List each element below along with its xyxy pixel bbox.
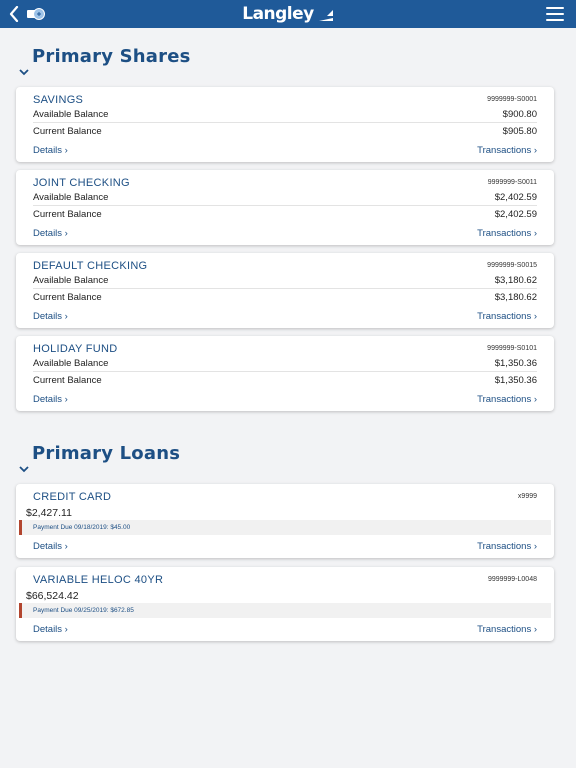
logo bbox=[242, 4, 334, 24]
logo-mark-icon bbox=[318, 6, 334, 22]
payment-due-notice: Payment Due 09/18/2019: $45.00 bbox=[19, 520, 551, 535]
current-balance-row bbox=[33, 372, 537, 389]
share-card-savings bbox=[16, 87, 554, 162]
chevron-left-icon bbox=[9, 6, 19, 22]
details-link[interactable]: Details › bbox=[33, 394, 68, 405]
available-balance-value: $900.80 bbox=[502, 108, 537, 120]
account-name[interactable]: HOLIDAY FUND bbox=[33, 343, 118, 355]
details-link[interactable]: Details › bbox=[33, 145, 68, 156]
share-card-joint-checking bbox=[16, 170, 554, 245]
current-balance-row bbox=[33, 123, 537, 140]
account-name[interactable]: VARIABLE HELOC 40YR bbox=[33, 574, 164, 586]
current-balance-row bbox=[33, 206, 537, 223]
collapse-shares-chevron-down-icon[interactable] bbox=[19, 68, 29, 76]
details-link[interactable]: Details › bbox=[33, 228, 68, 239]
loan-card-credit-card bbox=[16, 484, 554, 558]
top-bar bbox=[0, 0, 576, 28]
current-balance-label: Current Balance bbox=[33, 292, 102, 303]
collapse-loans-chevron-down-icon[interactable] bbox=[19, 465, 29, 473]
transactions-link[interactable]: Transactions › bbox=[477, 145, 537, 156]
account-number: 9999999-S0001 bbox=[487, 96, 537, 103]
available-balance-row bbox=[33, 189, 537, 206]
current-balance-value: $3,180.62 bbox=[494, 292, 537, 303]
account-name[interactable]: JOINT CHECKING bbox=[33, 177, 130, 189]
available-balance-label: Available Balance bbox=[33, 274, 109, 286]
loan-card-variable-heloc bbox=[16, 567, 554, 641]
account-name[interactable]: SAVINGS bbox=[33, 94, 84, 106]
section-title-shares: Primary Shares bbox=[32, 46, 191, 67]
quick-balance-button[interactable] bbox=[26, 6, 46, 22]
current-balance-row bbox=[33, 289, 537, 306]
transactions-link[interactable]: Transactions › bbox=[477, 394, 537, 405]
details-link[interactable]: Details › bbox=[33, 311, 68, 322]
quick-balance-icon bbox=[26, 6, 46, 22]
hamburger-line bbox=[546, 19, 564, 21]
account-number: x9999 bbox=[517, 493, 537, 500]
hamburger-menu-icon bbox=[546, 7, 564, 9]
menu-button[interactable] bbox=[546, 7, 564, 21]
payment-due-notice: Payment Due 09/25/2019: $672.85 bbox=[19, 603, 551, 618]
details-link[interactable]: Details › bbox=[33, 541, 68, 552]
hamburger-line bbox=[546, 13, 564, 15]
current-balance-value: $2,402.59 bbox=[494, 209, 537, 220]
share-card-default-checking bbox=[16, 253, 554, 328]
current-balance-value: $1,350.36 bbox=[494, 375, 537, 386]
share-card-holiday-fund bbox=[16, 336, 554, 411]
available-balance-label: Available Balance bbox=[33, 357, 109, 369]
available-balance-label: Available Balance bbox=[33, 108, 109, 120]
current-balance-label: Current Balance bbox=[33, 209, 102, 220]
available-balance-value: $1,350.36 bbox=[494, 357, 537, 369]
available-balance-value: $3,180.62 bbox=[494, 274, 537, 286]
transactions-link[interactable]: Transactions › bbox=[477, 311, 537, 322]
available-balance-label: Available Balance bbox=[33, 191, 109, 203]
available-balance-row bbox=[33, 106, 537, 123]
transactions-link[interactable]: Transactions › bbox=[477, 228, 537, 239]
section-title-loans: Primary Loans bbox=[32, 443, 181, 464]
current-balance-label: Current Balance bbox=[33, 126, 102, 137]
account-number: 9999999-L0048 bbox=[487, 576, 537, 583]
loan-balance: $2,427.11 bbox=[26, 507, 72, 519]
account-name[interactable]: CREDIT CARD bbox=[33, 491, 112, 503]
current-balance-label: Current Balance bbox=[33, 375, 102, 386]
details-link[interactable]: Details › bbox=[33, 624, 68, 635]
transactions-link[interactable]: Transactions › bbox=[477, 624, 537, 635]
available-balance-value: $2,402.59 bbox=[494, 191, 537, 203]
account-number: 9999999-S0011 bbox=[487, 179, 537, 186]
current-balance-value: $905.80 bbox=[502, 126, 537, 137]
available-balance-row bbox=[33, 355, 537, 372]
account-number: 9999999-S0015 bbox=[487, 262, 537, 269]
logo-text: Langley bbox=[242, 4, 314, 24]
loan-balance: $66,524.42 bbox=[26, 590, 79, 602]
back-button[interactable] bbox=[6, 4, 22, 24]
available-balance-row bbox=[33, 272, 537, 289]
account-name[interactable]: DEFAULT CHECKING bbox=[33, 260, 148, 272]
account-number: 9999999-S0101 bbox=[487, 345, 537, 352]
transactions-link[interactable]: Transactions › bbox=[477, 541, 537, 552]
